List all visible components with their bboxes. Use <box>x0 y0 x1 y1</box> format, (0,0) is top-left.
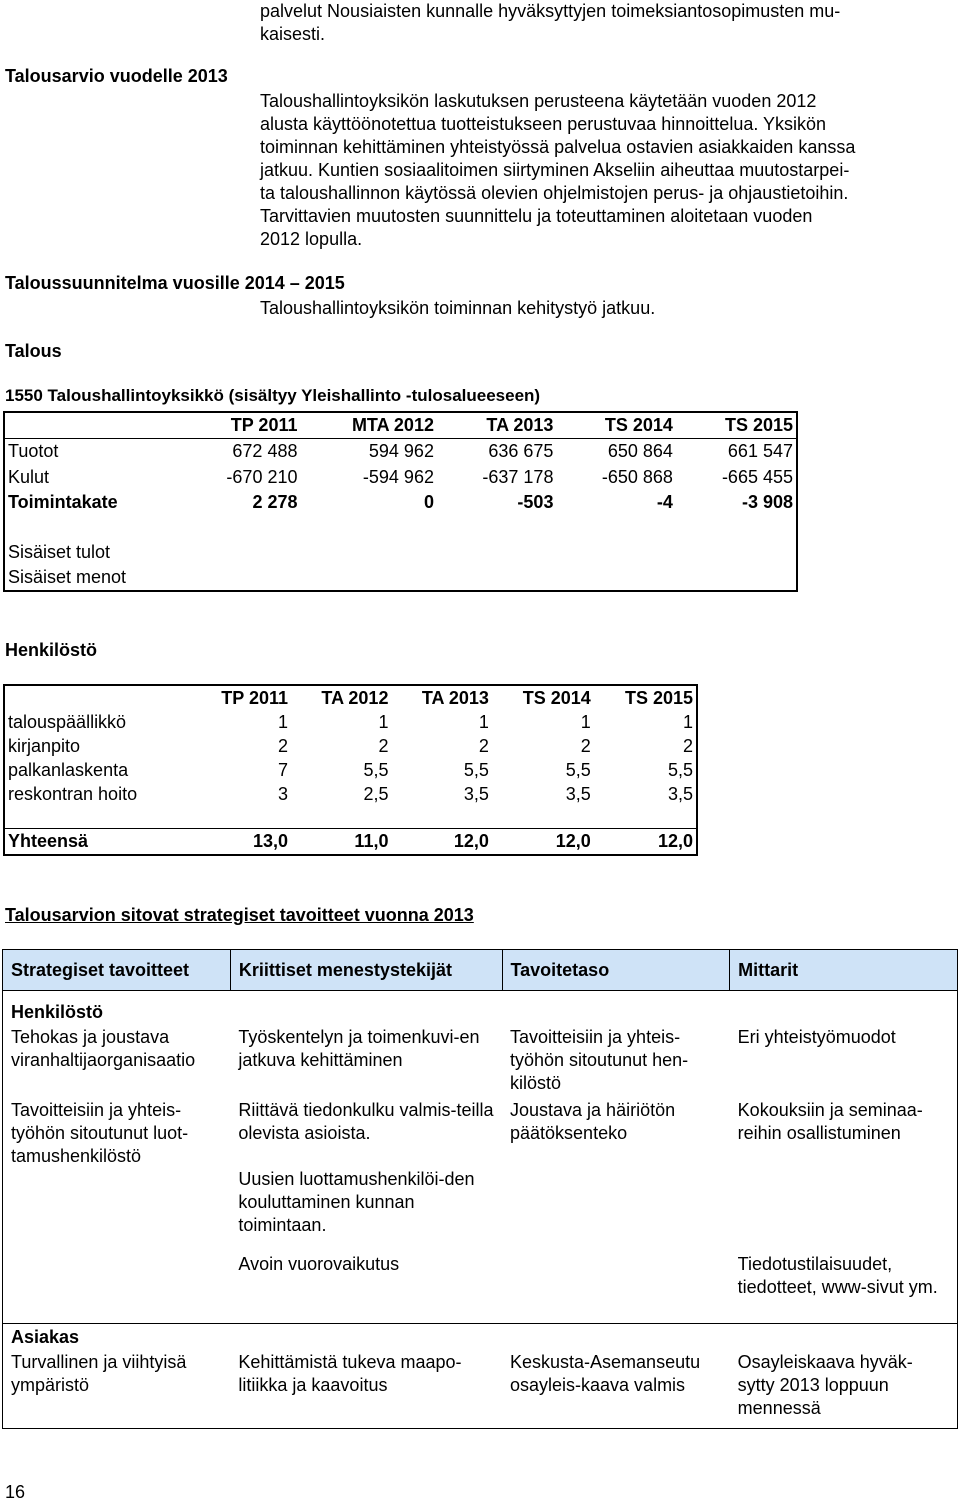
row-label: Yhteensä <box>4 829 191 856</box>
cell-value: 12,0 <box>391 829 491 856</box>
factor-text: Uusien luottamushenkilöi-den kouluttaminen kunnan toimintaan. <box>238 1169 475 1235</box>
cell-value: -4 <box>656 492 673 512</box>
budget-line: 2012 lopulla. <box>260 229 363 249</box>
budget-line: ta taloushallinnon käytössä olevien ohjelmistojen perus- ja ohjaustietoihin. <box>260 183 849 203</box>
cell-value: -637 178 <box>482 466 554 487</box>
table-row <box>4 734 697 758</box>
cell-value: 3 <box>278 783 289 804</box>
cell-value: 594 962 <box>368 441 434 462</box>
cell-value: 2 <box>278 735 289 756</box>
finance-heading: Talous <box>5 341 62 361</box>
cell-value: 13,0 <box>191 829 291 856</box>
cell-value: 672 488 <box>232 441 298 462</box>
cell-value: 3,5 <box>565 783 591 804</box>
cell-value: 3,5 <box>463 783 489 804</box>
factor-cell <box>230 1097 502 1239</box>
goals-section-row <box>3 1315 958 1324</box>
plan-text: Taloushallintoyksikön toiminnan kehitystyö jatkuu. <box>260 298 656 318</box>
goal-cell: Turvallinen ja viihtyisä ympäristö <box>11 1352 187 1395</box>
table-row <box>4 710 697 734</box>
section-label-customer: Asiakas <box>11 1327 80 1347</box>
budget-line: jatkuu. Kuntien sosiaalitoimen siirtyminen Akseliin aiheuttaa muutostarpei- <box>260 160 850 180</box>
row-label: Toimintakate <box>8 492 118 512</box>
target-cell <box>502 1239 730 1315</box>
goals-table <box>2 949 958 1429</box>
cell-value: 2 <box>478 735 489 756</box>
cell-value: 1 <box>378 711 389 732</box>
cell-value: 5,5 <box>363 759 389 780</box>
goals-col-header: Tavoitetaso <box>502 950 730 991</box>
target-cell: Tavoitteisiin ja yhteis-työhön sitoutunut hen-kilöstö <box>510 1027 689 1093</box>
cell-value: 5,5 <box>463 759 489 780</box>
staff-col-header: TA 2013 <box>421 687 489 708</box>
budget-line: Tarvittavien muutosten suunnittelu ja toteuttaminen aloitetaan vuoden <box>260 206 813 226</box>
staff-heading: Henkilöstö <box>5 640 98 660</box>
target-cell: Joustava ja häiriötön päätöksenteko <box>510 1100 676 1143</box>
budget-line: alusta käyttöönotettua tuotteistukseen perustuvaa hinnoittelua. Yksikön <box>260 114 827 134</box>
staff-col-header: TS 2014 <box>522 687 591 708</box>
cell-value: -503 <box>517 492 554 512</box>
staff-table <box>3 684 698 856</box>
cell-value: 1 <box>580 711 591 732</box>
intro-line: kaisesti. <box>260 24 326 44</box>
goal-cell: Tavoitteisiin ja yhteis-työhön sitoutunut luot-tamushenkilöstö <box>11 1100 189 1166</box>
budget-line: Taloushallintoyksikön laskutuksen perusteena käytetään vuoden 2012 <box>260 91 817 111</box>
intro-line: palvelut Nousiaisten kunnalle hyväksyttyjen toimeksiantosopimusten mu- <box>260 1 841 21</box>
page-number: 16 <box>5 1482 26 1502</box>
cell-value: 1 <box>682 711 693 732</box>
table-row <box>3 1097 958 1239</box>
cell-value: 7 <box>278 759 289 780</box>
total-row <box>4 829 697 856</box>
staff-col-header: TP 2011 <box>221 687 289 708</box>
goals-col-header: Strategiset tavoitteet <box>3 950 231 991</box>
budget-2013-paragraph <box>260 90 920 251</box>
cell-value: -665 455 <box>721 466 793 487</box>
cell-value: 1 <box>278 711 289 732</box>
staff-col-header: TS 2015 <box>624 687 693 708</box>
row-label: reskontran hoito <box>8 783 138 804</box>
cell-value: 2 <box>580 735 591 756</box>
finance-unit-title: 1550 Taloushallintoyksikkö (sisältyy Yleishallinto -tulosalueeseen) <box>5 386 541 405</box>
cell-value: 2 278 <box>252 492 298 512</box>
cell-value: 11,0 <box>291 829 391 856</box>
goal-cell <box>3 1239 231 1315</box>
row-label: Tuotot <box>8 441 59 462</box>
finance-header-row <box>4 412 797 439</box>
finance-col-header: MTA 2012 <box>300 412 436 439</box>
table-row <box>3 1024 958 1097</box>
staff-header-row <box>4 685 697 710</box>
table-row <box>4 758 697 782</box>
cell-value: 0 <box>423 492 434 512</box>
spacer-cell <box>4 515 797 539</box>
metric-cell: Eri yhteistyömuodot <box>737 1027 896 1047</box>
table-row <box>4 490 797 515</box>
cell-value: 650 864 <box>607 441 673 462</box>
spacer-row <box>4 515 797 539</box>
section-divider <box>3 1315 958 1324</box>
spacer-row <box>4 806 697 829</box>
factor-cell: Avoin vuorovaikutus <box>238 1254 400 1274</box>
finance-col-header: TP 2011 <box>181 412 300 439</box>
cell-value: -670 210 <box>226 466 298 487</box>
finance-col-header: TS 2015 <box>676 412 797 439</box>
row-label: talouspäällikkö <box>8 711 127 732</box>
table-row <box>3 1239 958 1315</box>
finance-col-header: TA 2013 <box>437 412 556 439</box>
row-label: Kulut <box>8 466 50 487</box>
goals-col-header: Kriittiset menestystekijät <box>230 950 502 991</box>
cell-value: 12,0 <box>594 829 697 856</box>
goal-cell: Tehokas ja joustava viranhaltijaorganisaatio <box>11 1027 196 1070</box>
goals-col-header: Mittarit <box>730 950 958 991</box>
goals-heading: Talousarvion sitovat strategiset tavoitteet vuonna 2013 <box>5 905 474 925</box>
table-row <box>4 782 697 806</box>
goals-section-row <box>3 991 958 1025</box>
cell-value: 636 675 <box>488 441 554 462</box>
cell-value: 2,5 <box>363 783 389 804</box>
plan-heading: Taloussuunnitelma vuosille 2014 – 2015 <box>5 273 345 293</box>
intro-paragraph <box>260 0 920 46</box>
metric-cell: Tiedotustilaisuudet, tiedotteet, www-sivut ym. <box>737 1254 938 1297</box>
factor-cell: Työskentelyn ja toimenkuvi-en jatkuva kehittäminen <box>238 1027 480 1070</box>
cell-value: 2 <box>682 735 693 756</box>
table-row <box>4 439 797 465</box>
staff-header-blank <box>4 685 191 710</box>
cell-value: 12,0 <box>492 829 594 856</box>
metric-cell: Kokouksiin ja seminaa-reihin osallistuminen <box>737 1100 923 1143</box>
staff-col-header: TA 2012 <box>321 687 389 708</box>
target-cell: Keskusta-Asemanseutu osayleis-kaava valmis <box>510 1352 701 1395</box>
finance-col-header: TS 2014 <box>556 412 675 439</box>
cell-value: 1 <box>478 711 489 732</box>
cell-value: 2 <box>378 735 389 756</box>
internal-expenses-label: Sisäiset menot <box>8 566 127 587</box>
cell-value: 5,5 <box>667 759 693 780</box>
metric-cell: Osayleiskaava hyväk-sytty 2013 loppuun mennessä <box>737 1352 913 1418</box>
table-row <box>4 565 797 591</box>
section-label-staff: Henkilöstö <box>11 1002 104 1022</box>
cell-value: -594 962 <box>362 466 434 487</box>
row-label: palkanlaskenta <box>8 759 129 780</box>
budget-line: toiminnan kehittäminen yhteistyössä palvelua ostavien asiakkaiden kanssa <box>260 137 856 157</box>
spacer-cell <box>4 806 697 829</box>
internal-income-label: Sisäiset tulot <box>8 541 111 562</box>
table-row <box>4 465 797 490</box>
factor-cell: Kehittämistä tukeva maapo-litiikka ja kaavoitus <box>238 1352 462 1395</box>
row-label: kirjanpito <box>8 735 81 756</box>
cell-value: 5,5 <box>565 759 591 780</box>
cell-value: -3 908 <box>741 492 793 512</box>
factor-text: Riittävä tiedonkulku valmis-teilla olevista asioista. <box>238 1100 494 1143</box>
finance-table <box>3 411 798 592</box>
goals-header-row <box>3 950 958 991</box>
goals-section-row <box>3 1324 958 1350</box>
table-row <box>3 1349 958 1429</box>
budget-2013-heading: Talousarvio vuodelle 2013 <box>5 66 228 86</box>
cell-value: 661 547 <box>727 441 793 462</box>
cell-value: -650 868 <box>601 466 673 487</box>
cell-value: 3,5 <box>667 783 693 804</box>
table-row <box>4 539 797 564</box>
finance-header-blank <box>4 412 181 439</box>
